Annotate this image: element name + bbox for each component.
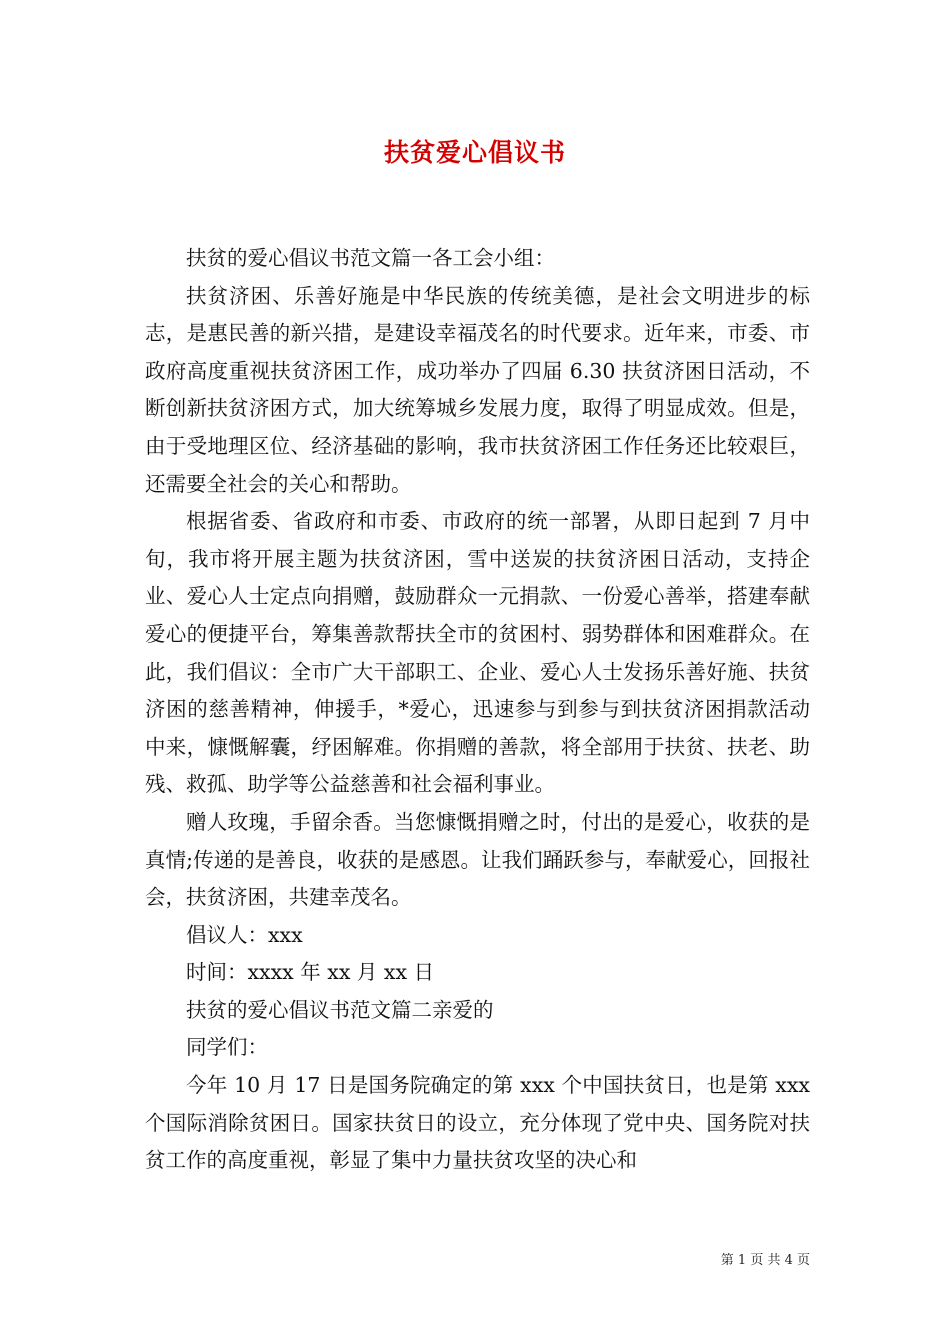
document-body (145, 240, 810, 1180)
page-number: 第 1 页 共 4 页 (720, 1253, 810, 1268)
section-heading: 扶贫的爱心倡议书范文篇二亲爱的 (186, 997, 494, 1022)
paragraph: 扶贫济困、乐善好施是中华民族的传统美德，是社会文明进步的标志，是惠民善的新兴措，是建设幸福茂名的时代要求。近年来，市委、市政府高度重视扶贫济困工作，成功举办了四届 6.30 扶贫济困日活动，不断创新扶贫济困方式，加大统筹城乡发展力度，取得了明显成效。但是，由于受地理区位、经济基础的影响，我市扶贫济困工作任务还比较艰巨，还需要全社会的关心和帮助。 (145, 283, 810, 496)
salutation: 同学们： (186, 1035, 268, 1060)
proposer-line: 倡议人：xxx (186, 922, 303, 947)
paragraph: 今年 10 月 17 日是国务院确定的第 xxx 个中国扶贫日，也是第 xxx 个国际消除贫困日。国家扶贫日的设立，充分体现了党中央、国务院对扶贫工作的高度重视，彰显了集中力量扶贫攻坚的决心和 (145, 1073, 810, 1173)
paragraph: 根据省委、省政府和市委、市政府的统一部署，从即日起到 7 月中旬，我市将开展主题为扶贫济困，雪中送炭的扶贫济困日活动，支持企业、爱心人士定点向捐赠，鼓励群众一元捐款、一份爱心善举，搭建奉献爱心的便捷平台，筹集善款帮扶全市的贫困村、弱势群体和困难群众。在此，我们倡议：全市广大干部职工、企业、爱心人士发扬乐善好施、扶贫济困的慈善精神，伸援手，*爱心，迅速参与到参与到扶贫济困捐款活动中来，慷慨解囊，纾困解难。你捐赠的善款，将全部用于扶贫、扶老、助残、救孤、助学等公益慈善和社会福利事业。 (145, 509, 810, 797)
date-line: 时间：xxxx 年 xx 月 xx 日 (186, 960, 435, 985)
document-title: 扶贫爱心倡议书 (383, 138, 566, 167)
paragraph: 扶贫的爱心倡议书范文篇一各工会小组： (186, 246, 555, 270)
paragraph: 赠人玫瑰，手留余香。当您慷慨捐赠之时，付出的是爱心，收获的是真情;传递的是善良，收获的是感恩。让我们踊跃参与，奉献爱心，回报社会，扶贫济困，共建幸茂名。 (145, 809, 810, 910)
